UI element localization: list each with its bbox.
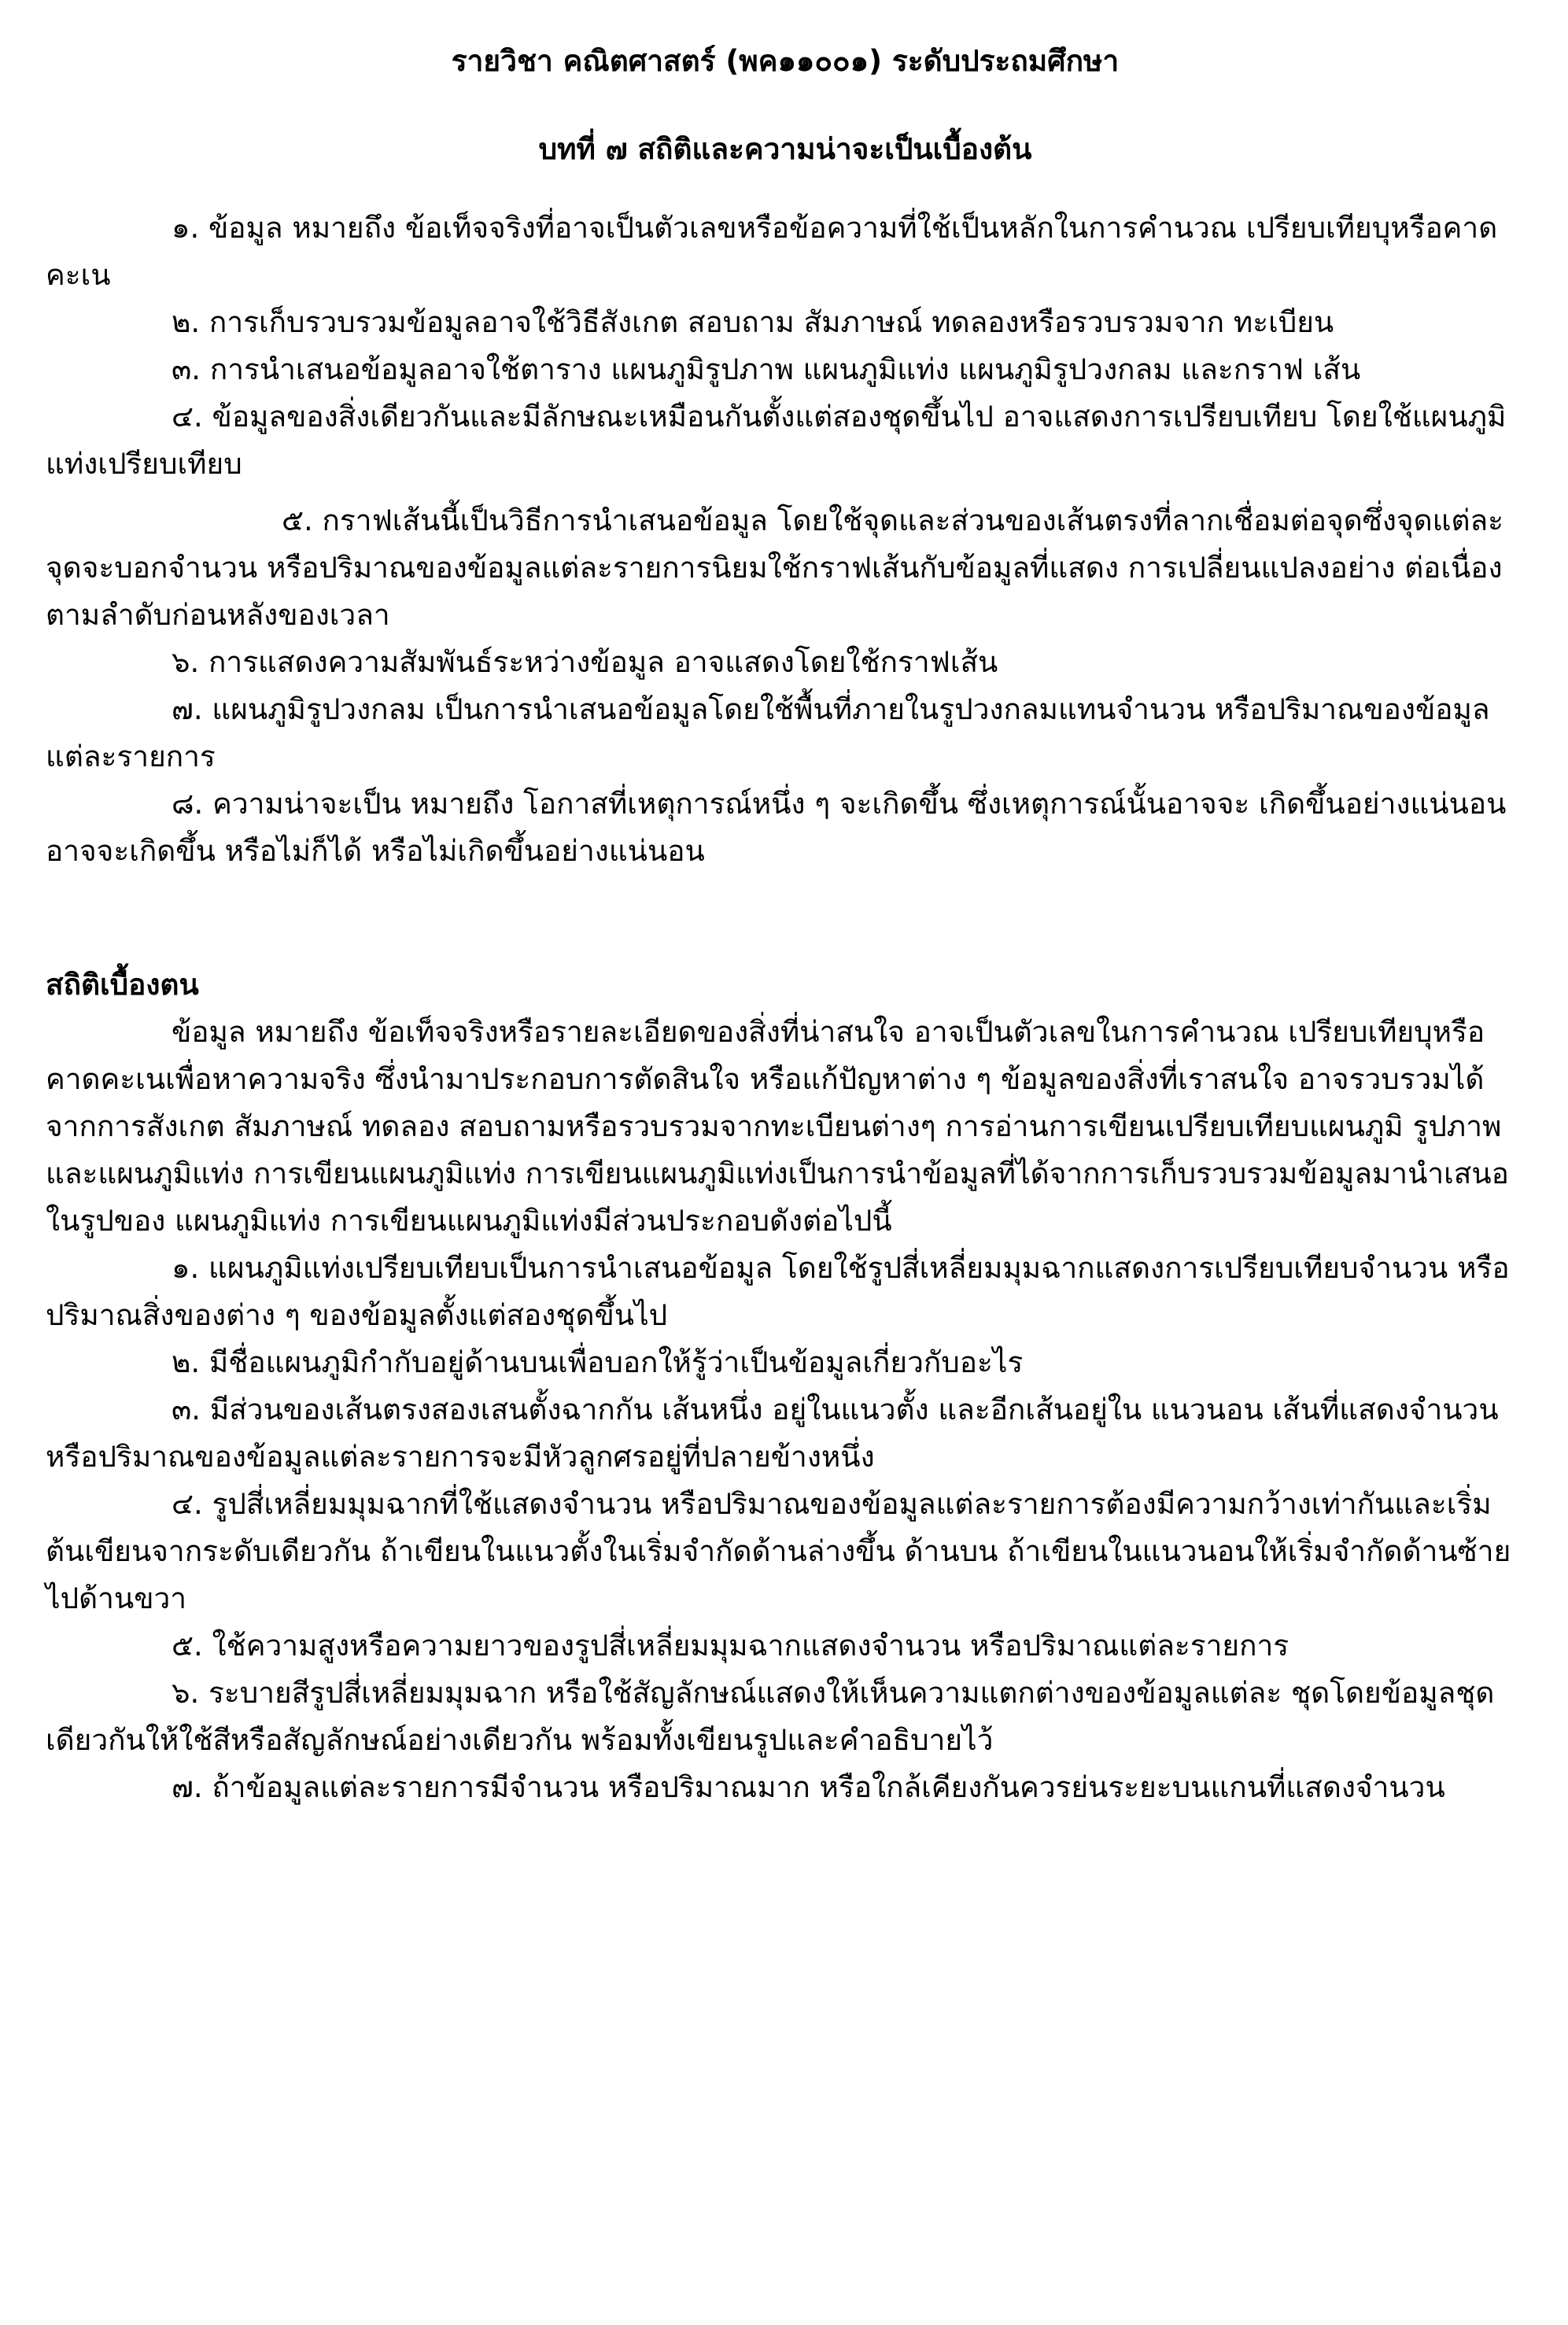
component-item-6: ๖. ระบายสีรูปสี่เหลี่ยมมุมฉาก หรือใช้สัญลักษณ์แสดงให้เห็นความแตกต่างของข้อมูลแต่ละ ชุดโดยข้อมูลชุดเดียวกันให้ใช้สีหรือสัญลักษณ์อย่างเดียวกัน พร้อมทั้งเขียนรูปและคำอธิบายไว้ (46, 1676, 1495, 1757)
component-item-5: ๕. ใช้ความสูงหรือความยาวของรูปสี่เหลี่ยมมุมฉากแสดงจำนวน หรือปริมาณแต่ละรายการ (172, 1629, 1289, 1663)
summary-item-8: ๘. ความน่าจะเป็น หมายถึง โอกาสที่เหตุการณ์หนึ่ง ๆ จะเกิดขึ้น ซึ่งเหตุการณ์นั้นอาจจะ เกิดขึ้นอย่างแน่นอน อาจจะเกิดขึ้น หรือไม่ก็ได้ หรือไม่เกิดขึ้นอย่างแน่นอน (46, 787, 1507, 868)
component-item-4: ๔. รูปสี่เหลี่ยมมุมฉากที่ใช้แสดงจำนวน หรือปริมาณของข้อมูลแต่ละรายการต้องมีความกว้างเท่ากันและเริ่มต้นเขียนจากระดับเดียวกัน ถ้าเขียนในแนวตั้งในเริ่มจำกัดด้านล่างขึ้น ด้านบน ถ้าเขียนในแนวนอนให้เริ่มจำกัดด้านซ้ายไปด้านขวา (46, 1487, 1511, 1615)
component-item-3: ๓. มีส่วนของเส้นตรงสองเสนตั้งฉากกัน เส้นหนึ่ง อยู่ในแนวตั้ง และอีกเส้นอยู่ใน แนวนอน เส้นที่แสดงจำนวน หรือปริมาณของข้อมูลแต่ละรายการจะมีหัวลูกศรอยู่ที่ปลายข้างหนึ่ง (46, 1393, 1499, 1474)
summary-item-4: ๔. ข้อมูลของสิ่งเดียวกันและมีลักษณะเหมือนกันตั้งแต่สองชุดขึ้นไป อาจแสดงการเปรียบเทียบ โดยใช้แผนภูมิแท่งเปรียบเทียบ (46, 400, 1507, 481)
summary-item-3: ๓. การนำเสนอข้อมูลอาจใช้ตาราง แผนภูมิรูปภาพ แผนภูมิแท่ง แผนภูมิรูปวงกลม และกราฟ เส้น (172, 352, 1361, 386)
component-item-7: ๗. ถ้าข้อมูลแต่ละรายการมีจำนวน หรือปริมาณมาก หรือใกล้เคียงกันควรย่นระยะบนแกนที่แสดงจำนวน (172, 1770, 1445, 1804)
chapter-title: บทที่ ๗ สถิติและความน่าจะเป็นเบื้องต้น (538, 132, 1032, 166)
component-item-1: ๑. แผนภูมิแท่งเปรียบเทียบเป็นการนำเสนอข้อมูล โดยใช้รูปสี่เหลี่ยมมุมฉากแสดงการเปรียบเทียบจำนวน หรือปริมาณสิ่งของต่าง ๆ ของข้อมูลตั้งแต่สองชุดขึ้นไป (46, 1251, 1510, 1332)
summary-item-6: ๖. การแสดงความสัมพันธ์ระหว่างข้อมูล อาจแสดงโดยใช้กราฟเส้น (172, 645, 998, 679)
course-title: รายวิชา คณิตศาสตร์ (พค๑๑๐๐๑) ระดับประถมศึกษา (451, 44, 1120, 78)
bar-chart-components-list (46, 1245, 1525, 1811)
section-heading: สถิติเบื้องตน (46, 968, 199, 1002)
summary-item-2: ๒. การเก็บรวบรวมข้อมูลอาจใช้วิธีสังเกต สอบถาม สัมภาษณ์ ทดลองหรือรวบรวมจาก ทะเบียน (172, 305, 1334, 339)
summary-item-5: ๕. กราฟเส้นนี้เป็นวิธีการนำเสนอข้อมูล โดยใช้จุดและส่วนของเส้นตรงที่ลากเชื่อมต่อจุดซึ่งจุดแต่ละจุดจะบอกจำนวน หรือปริมาณของข้อมูลแต่ละรายการนิยมใช้กราฟเส้นกับข้อมูลที่แสดง การเปลี่ยนแปลงอย่าง ต่อเนื่องตามลำดับก่อนหลังของเวลา (46, 504, 1504, 632)
summary-item-7: ๗. แผนภูมิรูปวงกลม เป็นการนำเสนอข้อมูลโดยใช้พื้นที่ภายในรูปวงกลมแทนจำนวน หรือปริมาณของข้อมูลแต่ละรายการ (46, 692, 1490, 773)
summary-list (46, 205, 1525, 875)
document-page (46, 38, 1525, 1811)
component-item-2: ๒. มีชื่อแผนภูมิกำกับอยู่ด้านบนเพื่อบอกให้รู้ว่าเป็นข้อมูลเกี่ยวกับอะไร (172, 1345, 1024, 1379)
summary-item-1: ๑. ข้อมูล หมายถึง ข้อเท็จจริงที่อาจเป็นตัวเลขหรือข้อความที่ใช้เป็นหลักในการคำนวณ เปรียบเทียบุหรือคาดคะเน (46, 211, 1498, 292)
section-intro: ข้อมูล หมายถึง ข้อเท็จจริงหรือรายละเอียดของสิ่งที่น่าสนใจ อาจเป็นตัวเลขในการคำนวณ เปรียบเทียบุหรือคาดคะเนเพื่อหาความจริง ซึ่งนำมาประกอบการตัดสินใจ หรือแก้ปัญหาต่าง ๆ ข้อมูลของสิ่งที่เราสนใจ อาจรวบรวมได้จากการสังเกต สัมภาษณ์ ทดลอง สอบถามหรือรวบรวมจากทะเบียนต่างๆ การอ่านการเขียนเปรียบเทียบแผนภูมิ รูปภาพ และแผนภูมิแท่ง การเขียนแผนภูมิแท่ง การเขียนแผนภูมิแท่งเป็นการนำข้อมูลที่ได้จากการเก็บรวบรวมข้อมูลมานำเสนอในรูปของ แผนภูมิแท่ง การเขียนแผนภูมิแท่งมีส่วนประกอบดังต่อไปนี้ (46, 1015, 1509, 1238)
